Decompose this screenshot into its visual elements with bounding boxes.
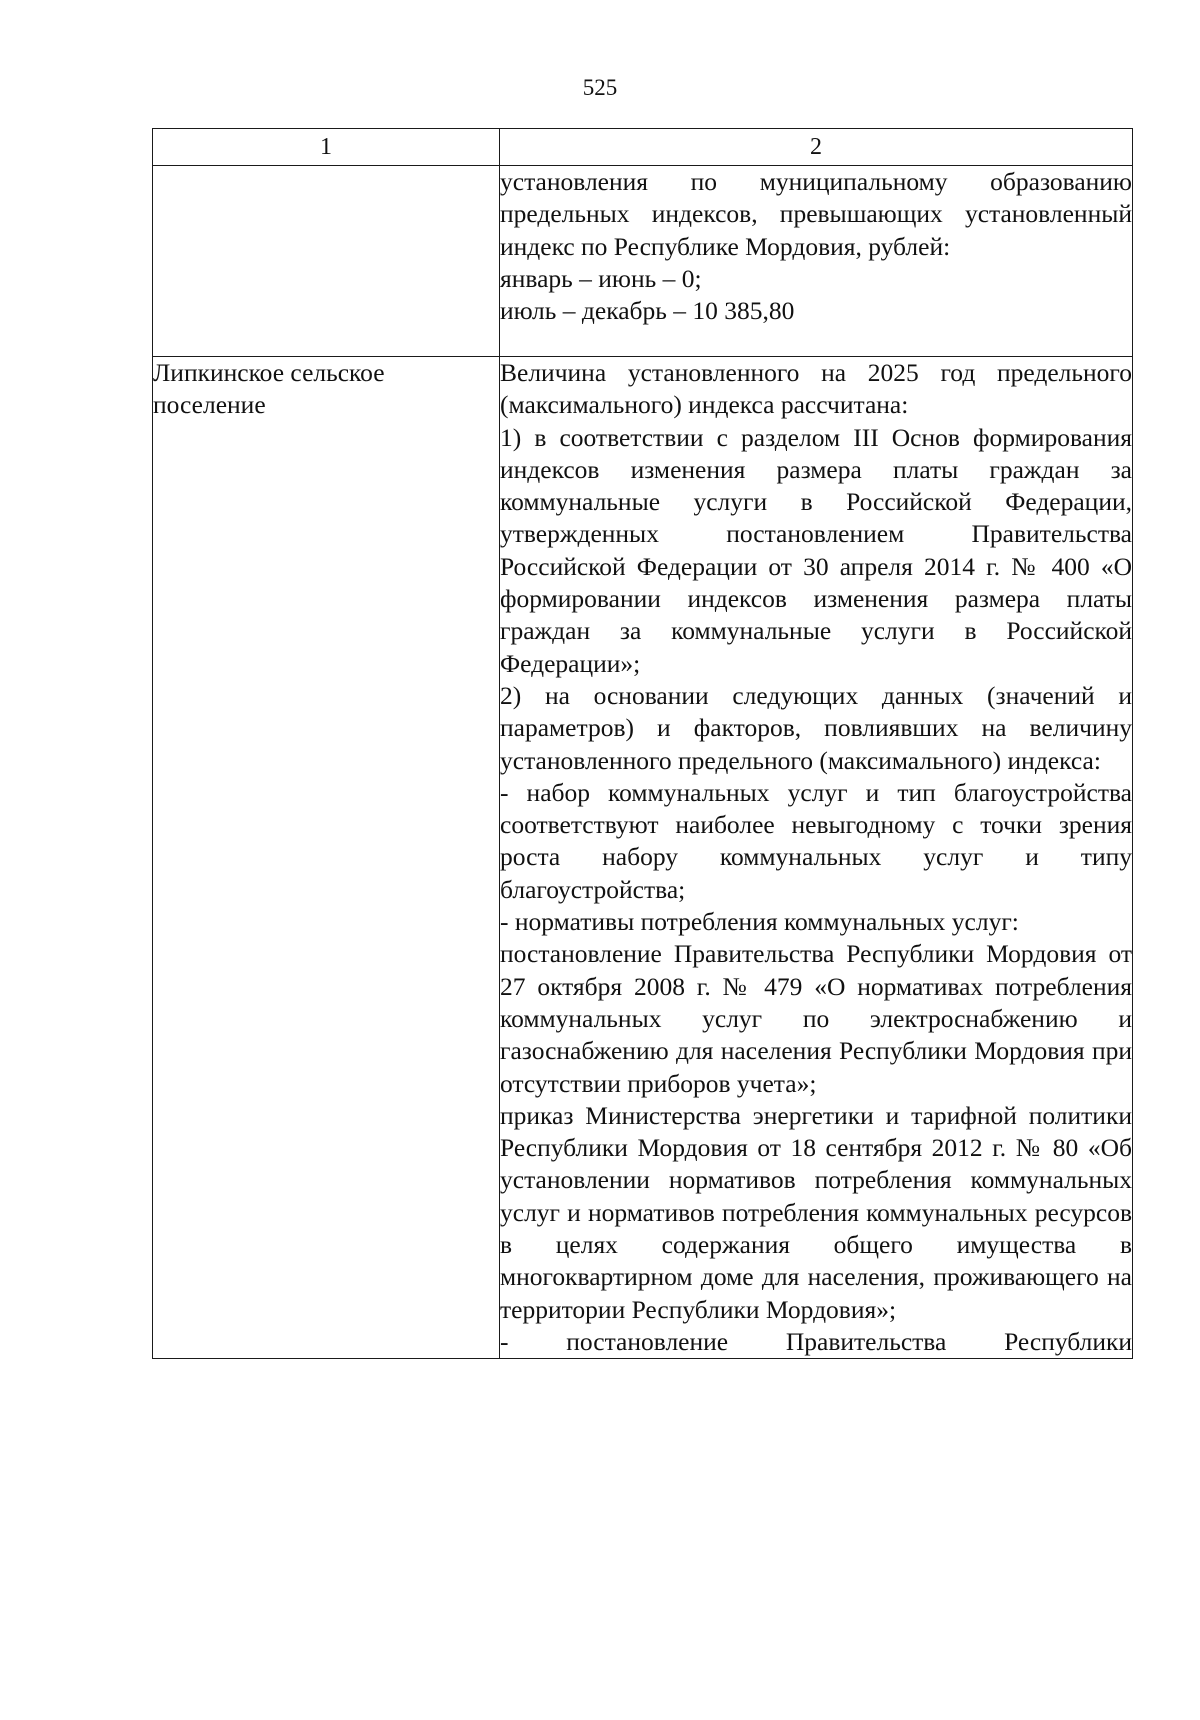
paragraph: приказ Министерства энергетики и тарифной политики Республики Мордовия от 18 сентября 2012 г. № 80 «Об установлении нормативов потребления коммунальных услуг и нормативов потребления коммунальных ресурсов в целях содержания общего имущества в многоквартирном доме для населения, проживающего на территории Республики Мордовия»; (500, 1100, 1132, 1324)
paragraph: установления по муниципальному образованию предельных индексов, превышающих установленный индекс по Республике Мордовия, рублей: (500, 167, 1132, 261)
description-cell (500, 166, 1133, 357)
paragraph: постановление Правительства Республики Мордовия от 27 октября 2008 г. № 479 «О нормативах потребления коммунальных услуг по электроснабжению и газоснабжению для населения Республики Мордовия при отсутствии приборов учета»; (500, 939, 1132, 1098)
paragraph: 1) в соответствии с разделом III Основ формирования индексов изменения размера платы граждан за коммунальные услуги в Российской Федерации, утвержденных постановлением Правительства Российской Федерации от 30 апреля 2014 г. № 400 «О формировании индексов изменения размера платы граждан за коммунальные услуги в Российской Федерации»; (500, 422, 1132, 678)
municipality-cell (153, 357, 500, 1359)
table-header-row (153, 129, 1133, 166)
table-row (153, 357, 1133, 1359)
paragraph: - нормативы потребления коммунальных услуг: (500, 907, 1019, 937)
paragraph: январь – июнь – 0; (500, 263, 702, 293)
description-cell (500, 357, 1133, 1359)
column-header-1: 1 (153, 129, 500, 166)
municipality-name: Липкинское сельское поселение (153, 358, 385, 420)
column-header-2: 2 (500, 129, 1133, 166)
data-table (152, 128, 1133, 1359)
paragraph: - постановление Правительства Республики (500, 1326, 1132, 1356)
table-row (153, 166, 1133, 357)
paragraph: - набор коммунальных услуг и тип благоустройства соответствуют наиболее невыгодному с точки зрения роста набору коммунальных услуг и типу благоустройства; (500, 777, 1132, 904)
paragraph: 2) на основании следующих данных (значений и параметров) и факторов, повлиявших на величину установленного предельного (максимального) индекса: (500, 680, 1132, 775)
municipality-cell (153, 166, 500, 357)
paragraph: Величина установленного на 2025 год предельного (максимального) индекса рассчитана: (500, 358, 1132, 420)
paragraph: июль – декабрь – 10 385,80 (500, 296, 795, 326)
page-number: 525 (582, 75, 618, 100)
